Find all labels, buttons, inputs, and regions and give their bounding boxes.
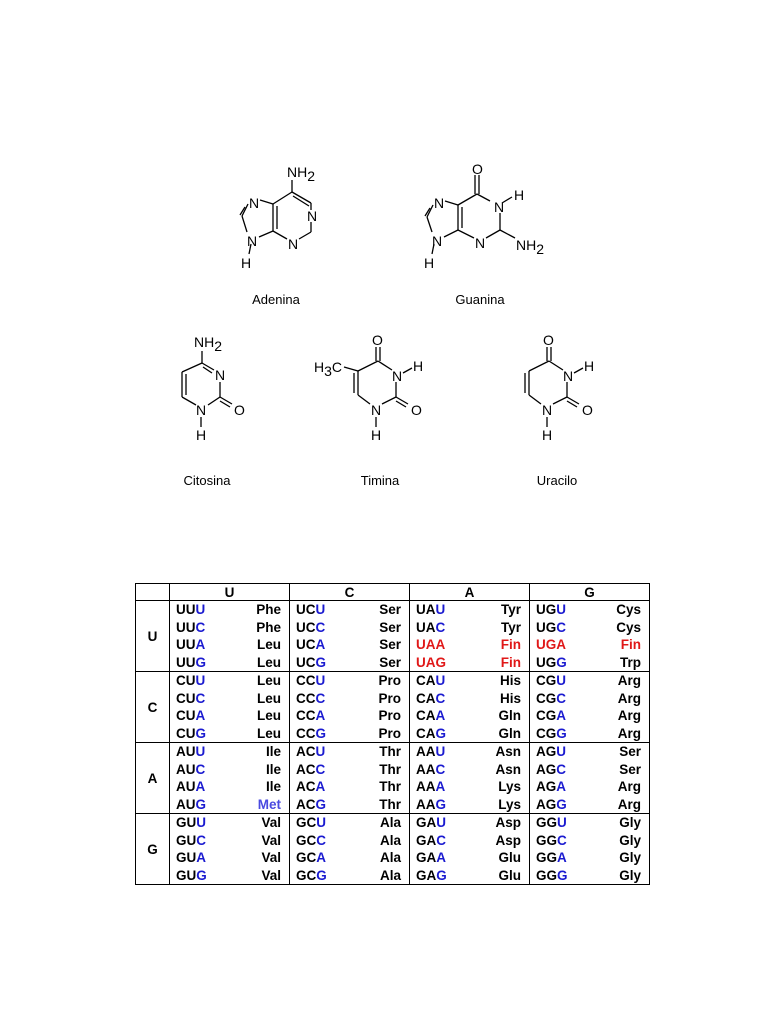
codon: GGU — [536, 815, 567, 830]
amino-acid: Lys — [498, 796, 521, 812]
codon: GGC — [536, 832, 567, 848]
codon-entry — [410, 654, 529, 672]
amino-acid: Thr — [379, 744, 401, 759]
codon: GCU — [296, 815, 326, 830]
amino-acid: Leu — [256, 637, 281, 652]
citosina-structure — [170, 325, 270, 450]
codon: AGA — [536, 779, 566, 794]
codon-block — [170, 672, 290, 743]
codon-entry — [530, 832, 649, 850]
column-header: C — [290, 584, 410, 601]
codon-entry — [170, 619, 289, 637]
amino-acid: Pro — [378, 725, 401, 741]
atom-o: O — [372, 332, 383, 348]
codon-entry — [290, 814, 409, 832]
codon: AAA — [416, 779, 446, 794]
codon-block — [170, 601, 290, 672]
codon-block — [410, 672, 530, 743]
codon: AAC — [416, 761, 446, 777]
atom-n: N — [434, 195, 445, 211]
atom-o: O — [472, 161, 483, 177]
amino-acid: Arg — [617, 779, 641, 794]
column-header: A — [410, 584, 530, 601]
codon-entry — [290, 778, 409, 796]
codon: GAA — [416, 850, 446, 865]
codon: UGC — [536, 619, 566, 635]
amino-acid: Val — [261, 850, 281, 865]
codon-entry — [170, 725, 289, 743]
amino-acid: Ile — [265, 761, 281, 777]
codon: CAC — [416, 690, 446, 706]
codon-entry — [410, 725, 529, 743]
codon-entry — [410, 707, 529, 725]
row-header: G — [136, 814, 170, 885]
codon-entry — [530, 761, 649, 779]
atom-n: N — [392, 368, 403, 384]
codon-entry — [410, 761, 529, 779]
atom-o: O — [582, 402, 593, 418]
codon: CAG — [416, 725, 447, 741]
codon: UUU — [176, 602, 206, 617]
codon: UCC — [296, 619, 326, 635]
codon-entry — [530, 672, 649, 690]
atom-o: O — [411, 402, 422, 418]
codon: GAC — [416, 832, 446, 848]
row-header: A — [136, 743, 170, 814]
atom-n: N — [494, 199, 505, 215]
codon: GCG — [296, 867, 327, 883]
codon: UUA — [176, 637, 206, 652]
codon: AGC — [536, 761, 566, 777]
codon: CAU — [416, 673, 446, 688]
amino-acid: Thr — [379, 779, 401, 794]
codon: AAU — [416, 744, 446, 759]
amino-acid: Asn — [495, 761, 521, 777]
amino-acid: Met — [257, 796, 281, 812]
codon: AAG — [416, 796, 447, 812]
codon-entry — [530, 743, 649, 761]
codon-block — [170, 814, 290, 885]
codon: UUG — [176, 654, 207, 670]
codon: GGG — [536, 867, 568, 883]
codon: AUA — [176, 779, 206, 794]
codon-entry — [290, 867, 409, 885]
column-header: U — [170, 584, 290, 601]
codon: GUA — [176, 850, 206, 865]
atom-h: H — [241, 255, 252, 271]
codon-block — [530, 601, 650, 672]
codon-entry — [290, 707, 409, 725]
codon-entry — [530, 867, 649, 885]
codon-entry — [410, 743, 529, 761]
amino-acid: Pro — [378, 690, 401, 706]
amino-acid: Fin — [500, 654, 521, 670]
codon-entry — [530, 796, 649, 814]
table-row — [136, 601, 650, 672]
codon-entry — [170, 814, 289, 832]
codon-entry — [170, 867, 289, 885]
codon: ACC — [296, 761, 326, 777]
codon-block — [530, 743, 650, 814]
amino-acid: Leu — [256, 673, 281, 688]
codon-entry — [290, 832, 409, 850]
codon: CCG — [296, 725, 327, 741]
codon: CUA — [176, 708, 206, 723]
atom-n: N — [247, 233, 258, 249]
codon: AGG — [536, 796, 567, 812]
codon: UGU — [536, 602, 566, 617]
codon-entry — [530, 601, 649, 619]
codon-entry — [170, 832, 289, 850]
codon: UAU — [416, 602, 446, 617]
codon: CUC — [176, 690, 206, 706]
codon: UUC — [176, 619, 206, 635]
codon: ACU — [296, 744, 326, 759]
codon-entry — [530, 619, 649, 637]
table-header-row — [136, 584, 650, 601]
codon: UCU — [296, 602, 326, 617]
amino-acid: Arg — [617, 690, 641, 706]
codon: GUU — [176, 815, 206, 830]
amino-acid: Gly — [619, 815, 641, 830]
amino-acid: Ser — [379, 619, 401, 635]
codon: UAG — [416, 654, 447, 670]
amino-acid: Val — [261, 815, 281, 830]
codon-entry — [290, 761, 409, 779]
codon-entry — [290, 849, 409, 867]
codon-entry — [170, 636, 289, 654]
codon-entry — [410, 619, 529, 637]
amino-acid: Gln — [498, 708, 521, 723]
atom-h: H — [196, 427, 207, 443]
amino-acid: Leu — [256, 725, 281, 741]
amino-acid: Gly — [619, 867, 641, 883]
amino-acid: Thr — [379, 796, 401, 812]
codon: AUC — [176, 761, 206, 777]
codon-entry — [170, 672, 289, 690]
atom-h: H — [514, 187, 525, 203]
codon-entry — [170, 601, 289, 619]
codon: GCC — [296, 832, 326, 848]
amino-acid: Glu — [498, 867, 521, 883]
codon-entry — [290, 636, 409, 654]
codon-entry — [290, 725, 409, 743]
table-row — [136, 814, 650, 885]
adenina-structure — [225, 160, 355, 280]
codon-entry — [530, 778, 649, 796]
codon-entry — [530, 636, 649, 654]
codon-entry — [530, 814, 649, 832]
codon: AUG — [176, 796, 207, 812]
atom-n: N — [432, 233, 443, 249]
amino-acid: Cys — [616, 602, 641, 617]
atom-h: H — [424, 255, 435, 271]
codon: UGA — [536, 637, 566, 652]
codon-entry — [530, 725, 649, 743]
codon: GUC — [176, 832, 206, 848]
amino-acid: Ala — [379, 867, 401, 883]
codon-block — [530, 814, 650, 885]
atom-n: N — [215, 367, 226, 383]
codon: UAA — [416, 637, 446, 652]
codon-entry — [170, 796, 289, 814]
codon-entry — [530, 690, 649, 708]
codon-block — [530, 672, 650, 743]
guanina-structure — [410, 160, 570, 280]
codon-entry — [410, 849, 529, 867]
amino-acid: Arg — [617, 725, 641, 741]
atom-n: N — [475, 235, 486, 251]
atom-h3c: H3C — [314, 359, 343, 379]
codon-block — [290, 814, 410, 885]
codon-entry — [410, 867, 529, 885]
codon-entry — [290, 672, 409, 690]
codon: GAG — [416, 867, 447, 883]
table-row — [136, 743, 650, 814]
row-header: C — [136, 672, 170, 743]
codon: CGC — [536, 690, 566, 706]
genetic-code-table — [135, 583, 650, 885]
uracilo-structure — [510, 325, 620, 450]
amino-acid: Ala — [379, 832, 401, 848]
amino-acid: His — [499, 673, 521, 688]
atom-n: N — [371, 402, 382, 418]
codon: CGU — [536, 673, 566, 688]
amino-acid: Gly — [619, 832, 641, 848]
codon-entry — [410, 672, 529, 690]
table-row — [136, 672, 650, 743]
codon: UAC — [416, 619, 446, 635]
codon: GUG — [176, 867, 207, 883]
row-header: U — [136, 601, 170, 672]
table-body — [136, 601, 650, 885]
codon: CUG — [176, 725, 207, 741]
amino-acid: Ile — [265, 744, 281, 759]
citosina-label: Citosina — [183, 473, 231, 488]
codon: CUU — [176, 673, 206, 688]
atom-o: O — [234, 402, 245, 418]
amino-acid: Phe — [256, 602, 281, 617]
amino-acid: Pro — [378, 673, 401, 688]
amino-acid: Thr — [379, 761, 401, 777]
codon-entry — [410, 636, 529, 654]
codon: CAA — [416, 708, 446, 723]
amino-acid: Cys — [616, 619, 641, 635]
codon-entry — [290, 619, 409, 637]
codon-block — [410, 601, 530, 672]
codon: GGA — [536, 850, 567, 865]
amino-acid: Pro — [378, 708, 401, 723]
amino-acid: Ser — [379, 654, 401, 670]
codon-entry — [170, 849, 289, 867]
guanina-label: Guanina — [455, 292, 505, 307]
atom-h: H — [584, 358, 595, 374]
codon: AGU — [536, 744, 566, 759]
codon-entry — [290, 601, 409, 619]
codon: CCC — [296, 690, 326, 706]
amino-acid: Tyr — [500, 602, 521, 617]
codon-entry — [290, 743, 409, 761]
codon: CCU — [296, 673, 326, 688]
codon-entry — [290, 690, 409, 708]
amino-acid: Asp — [495, 832, 521, 848]
codon-entry — [170, 761, 289, 779]
amino-acid: Gly — [619, 850, 641, 865]
codon-entry — [170, 778, 289, 796]
codon-entry — [170, 654, 289, 672]
amino-acid: Asp — [495, 815, 521, 830]
uracilo-label: Uracilo — [536, 473, 578, 488]
codon-block — [410, 814, 530, 885]
atom-nh2: NH2 — [287, 164, 316, 184]
codon-entry — [170, 743, 289, 761]
codon-block — [290, 743, 410, 814]
amino-acid: Ile — [265, 779, 281, 794]
amino-acid: Phe — [256, 619, 281, 635]
amino-acid: Val — [261, 832, 281, 848]
amino-acid: Trp — [619, 654, 641, 670]
amino-acid: Arg — [617, 796, 641, 812]
atom-n: N — [307, 208, 318, 224]
codon-entry — [410, 690, 529, 708]
codon: GAU — [416, 815, 446, 830]
column-header: G — [530, 584, 650, 601]
table-corner — [136, 584, 170, 601]
codon-block — [290, 672, 410, 743]
amino-acid: Leu — [256, 654, 281, 670]
codon-entry — [530, 707, 649, 725]
amino-acid: Ser — [379, 637, 401, 652]
timina-label: Timina — [360, 473, 400, 488]
amino-acid: Asn — [495, 744, 521, 759]
amino-acid: Ser — [619, 744, 641, 759]
atom-nh2: NH2 — [516, 237, 545, 257]
atom-o: O — [543, 332, 554, 348]
codon: CCA — [296, 708, 326, 723]
atom-nh2: NH2 — [194, 334, 223, 354]
amino-acid: Gln — [498, 725, 521, 741]
codon-entry — [290, 654, 409, 672]
codon-entry — [410, 832, 529, 850]
amino-acid: Ser — [619, 761, 641, 777]
amino-acid: Arg — [617, 708, 641, 723]
codon: UCG — [296, 654, 327, 670]
codon: CGA — [536, 708, 566, 723]
codon: ACG — [296, 796, 327, 812]
codon-entry — [410, 796, 529, 814]
atom-h: H — [371, 427, 382, 443]
atom-n: N — [196, 402, 207, 418]
codon: AUU — [176, 744, 206, 759]
adenina-label: Adenina — [252, 292, 300, 307]
codon-block — [290, 601, 410, 672]
amino-acid: Glu — [498, 850, 521, 865]
timina-structure — [310, 325, 440, 450]
amino-acid: His — [499, 690, 521, 706]
amino-acid: Leu — [256, 708, 281, 723]
amino-acid: Lys — [498, 779, 521, 794]
codon: UCA — [296, 637, 326, 652]
codon: ACA — [296, 779, 326, 794]
amino-acid: Ala — [379, 850, 401, 865]
codon-entry — [410, 778, 529, 796]
atom-n: N — [249, 195, 260, 211]
codon-entry — [410, 601, 529, 619]
amino-acid: Fin — [500, 637, 521, 652]
atom-n: N — [563, 368, 574, 384]
amino-acid: Ala — [379, 815, 401, 830]
codon-block — [410, 743, 530, 814]
codon-entry — [290, 796, 409, 814]
atom-n: N — [288, 236, 299, 252]
codon: CGG — [536, 725, 567, 741]
codon-entry — [530, 654, 649, 672]
codon-entry — [170, 690, 289, 708]
amino-acid: Leu — [256, 690, 281, 706]
codon: GCA — [296, 850, 326, 865]
codon-block — [170, 743, 290, 814]
amino-acid: Tyr — [500, 619, 521, 635]
codon: UGG — [536, 654, 567, 670]
codon-entry — [170, 707, 289, 725]
amino-acid: Arg — [617, 673, 641, 688]
codon-entry — [530, 849, 649, 867]
atom-h: H — [413, 358, 424, 374]
amino-acid: Ser — [379, 602, 401, 617]
atom-h: H — [542, 427, 553, 443]
amino-acid: Fin — [620, 637, 641, 652]
amino-acid: Val — [261, 867, 281, 883]
atom-n: N — [542, 402, 553, 418]
codon-entry — [410, 814, 529, 832]
